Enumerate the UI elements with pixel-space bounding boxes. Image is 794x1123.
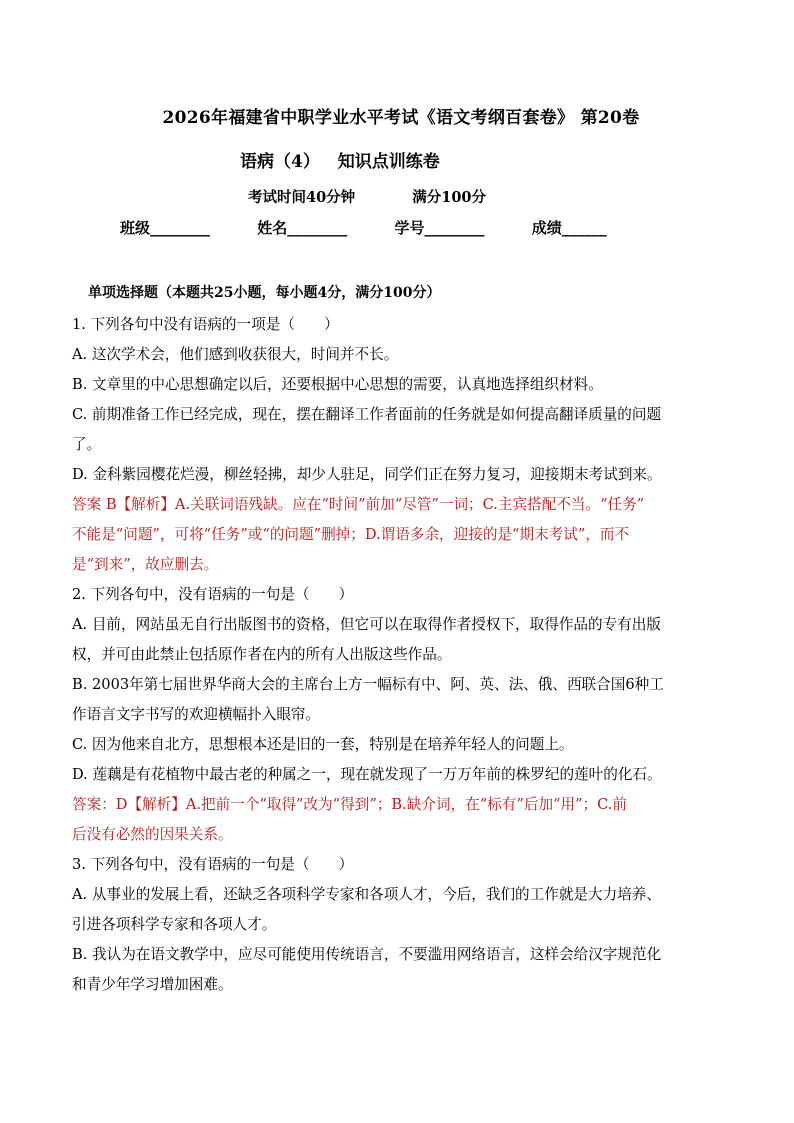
question-3-option-b-cont: 和青少年学习增加困难。 [72,976,233,993]
question-3-option-a: A. 从事业的发展上看，还缺乏各项科学专家和各项人才，今后，我们的工作就是大力培养、 [72,886,661,903]
question-1-option-b: B. 文章里的中心思想确定以后，还要根据中心思想的需要，认真地选择组织材料。 [72,376,603,393]
question-1-answer: 答案 B【解析】A.关联词语残缺。应在“时间”前加“尽管”一词；C.主宾搭配不当。“任务” [72,496,645,513]
question-1-option-c-cont: 了。 [72,436,102,453]
question-1-option-c: C. 前期准备工作已经完成，现在，摆在翻译工作者面前的任务就是如何提高翻译质量的问题 [72,406,662,423]
question-2-stem: 2. 下列各句中，没有语病的一句是（ ） [72,586,354,603]
question-2-option-a-cont: 权，并可由此禁止包括原作者在内的所有人出版这些作品。 [72,646,452,663]
page-title: 2026年福建省中职学业水平考试《语文考纲百套卷》 第20卷 [162,108,640,128]
question-1-answer-cont: 不能是“问题”，可将“任务”或“的问题”删掉；D.谓语多余，迎接的是“期末考试”，而不 [72,526,630,543]
field-class-blank: ________ [150,219,211,237]
question-3-option-a-cont: 引进各项科学专家和各项人才。 [72,916,277,933]
field-score-blank: ______ [561,219,607,237]
field-score-label: 成绩 [531,219,562,237]
question-2-option-b-cont: 作语言文字书写的欢迎横幅扑入眼帘。 [72,706,321,723]
question-1-stem: 1. 下列各句中没有语病的一项是（ ） [72,316,339,333]
subtitle-type: 知识点训练卷 [337,152,440,172]
question-2-option-c: C. 因为他来自北方，思想根本还是旧的一套，特别是在培养年轻人的问题上。 [72,736,574,753]
field-name [257,217,347,238]
question-1-option-d: D. 金科紫园樱花烂漫，柳丝轻拂，却少人驻足，同学们正在努力复习，迎接期末考试到来。 [72,466,662,483]
student-info-fields [120,217,649,238]
question-1-option-a: A. 这次学术会，他们感到收获很大，时间并不长。 [72,346,399,363]
question-2-answer-cont: 后没有必然的因果关系。 [72,826,233,843]
field-student-id [395,217,485,238]
field-class [120,217,210,238]
subtitle-topic: 语病（4） [240,152,320,172]
field-name-blank: ________ [287,219,348,237]
questions-body [72,310,724,1000]
question-2-option-a: A. 目前，网站虽无自行出版图书的资格，但它可以在取得作者授权下，取得作品的专有出版 [72,616,661,633]
question-2-option-d: D. 莲藕是有花植物中最古老的种属之一，现在就发现了一万万年前的株罗纪的莲叶的化石。 [72,766,662,783]
field-student-id-blank: ________ [424,219,485,237]
field-name-label: 姓名 [257,219,288,237]
question-2-option-b: B. 2003年第七届世界华商大会的主席台上方一幅标有中、阿、英、法、俄、西联合国6种工 [72,676,664,693]
field-class-label: 班级 [120,219,151,237]
question-2-answer: 答案：D【解析】A.把前一个“取得”改为“得到”；B.缺介词，在“标有”后加“用”；C.前 [72,796,628,813]
question-3-stem: 3. 下列各句中，没有语病的一句是（ ） [72,856,354,873]
exam-info [248,186,486,207]
exam-time: 考试时间40分钟 [248,189,356,206]
section-heading: 单项选择题（本题共25小题，每小题4分，满分100分） [88,285,441,301]
page-subtitle [240,147,452,172]
field-student-id-label: 学号 [394,219,425,237]
question-1-answer-cont: 是“到来”，故应删去。 [72,556,219,573]
field-score [532,217,607,238]
full-score: 满分100分 [412,189,487,206]
question-3-option-b: B. 我认为在语文教学中，应尽可能使用传统语言，不要滥用网络语言，这样会给汉字规范化 [72,946,662,963]
